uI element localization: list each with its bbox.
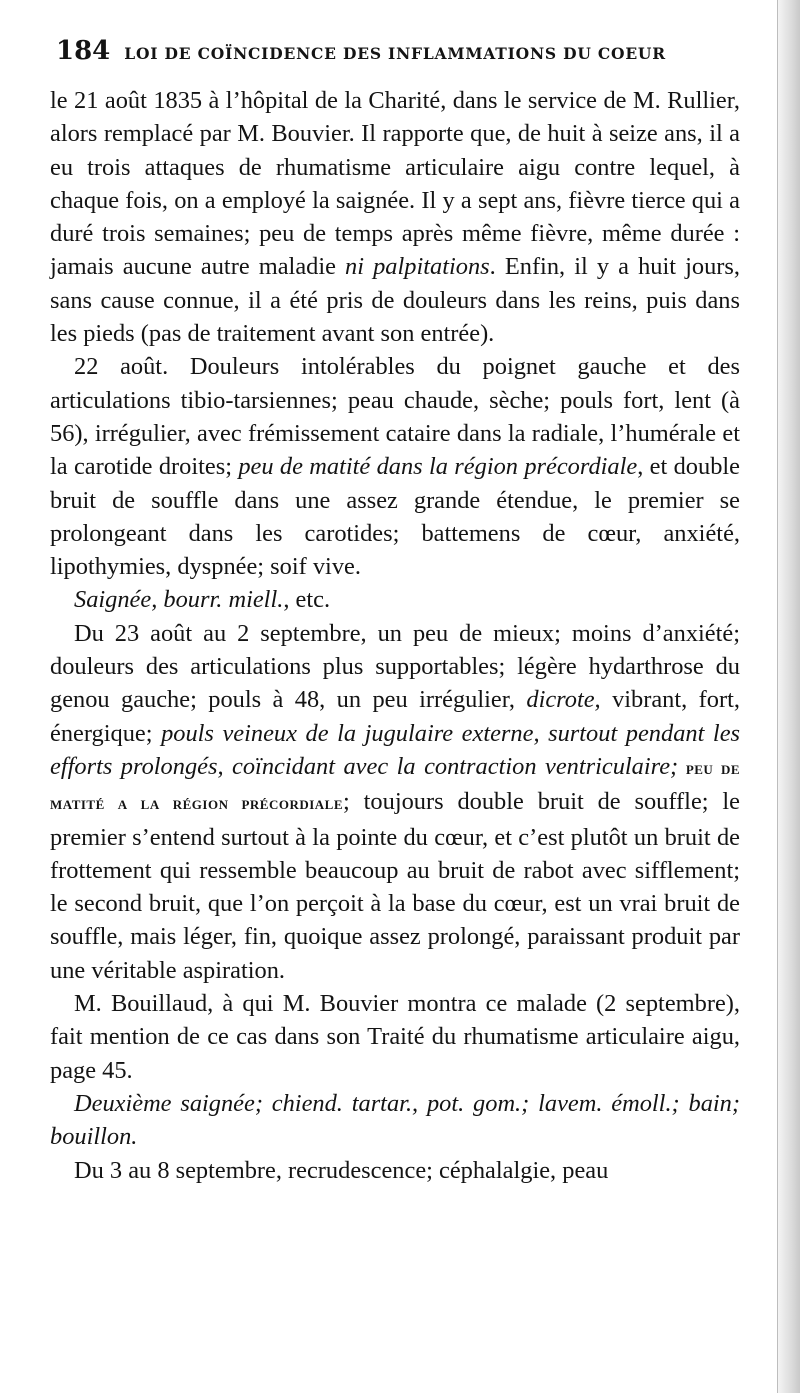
paragraph-2-italic: peu de matité dans la région précordiale	[238, 453, 638, 481]
paragraph-1-text-c: . Enfin, il y a huit jours, sans cause connue, il a été pris de douleurs dans les reins, puis dans les pieds (pas de traitement avant son entrée).	[50, 253, 740, 348]
paragraph-4-text-c: vibrant, fort, énergique;	[50, 686, 740, 747]
paragraph-4-text-f: ; toujours double bruit de souffle; le premier s’entend surtout à la pointe du cœur, et c’est plutôt un bruit de frottement qui ressemble beaucoup au bruit de rabot avec sifflement; le second bruit, que l’on perçoit à la base du cœur, est un vrai bruit de souffle, mais léger, fin, quoique assez prolongé, paraissant produit par une véritable aspiration.	[50, 788, 740, 984]
paragraph-1	[50, 84, 740, 350]
paragraph-4-italic-d: pouls veineux de la jugulaire externe, surtout pendant les efforts prolongés, coïncidant avec la contraction ventriculaire;	[50, 719, 741, 780]
paragraph-5: M. Bouillaud, à qui M. Bouvier montra ce malade (2 septembre), fait mention de ce cas dans son Traité du rhumatisme articulaire aigu, page 45.	[50, 990, 740, 1084]
page-edge	[778, 0, 800, 1393]
paragraph-7: Du 3 au 8 septembre, recrudescence; céphalalgie, peau	[74, 1156, 609, 1184]
paragraph-1-text-a: le 21 août 1835 à l’hôpital de la Charité, dans le service de M. Rullier, alors remplacé par M. Bouvier. Il rapporte que, de huit à seize ans, il a eu trois attaques de rhumatisme articulaire aigu contre lequel, à chaque fois, on a employé la saignée. Il y a sept ans, fièvre tierce qui a duré trois semaines; peu de temps après même fièvre, même durée : jamais aucune autre maladie	[50, 87, 740, 281]
paragraph-3-text: , etc.	[283, 586, 331, 614]
paragraph-4	[50, 617, 740, 987]
paragraph-4-text-a: Du 23 août au 2 septembre, un peu de mieux; moins d’anxiété; douleurs des articulations plus supportables; légère hydarthrose du genou gauche; pouls à 48, un peu irrégulier,	[50, 619, 740, 714]
paragraph-4-italic-b: dicrote,	[526, 686, 601, 714]
running-title: LOI DE COÏNCIDENCE DES INFLAMMATIONS DU COEUR	[124, 44, 666, 63]
page-header	[56, 36, 746, 66]
paragraph-2-text-a: 22 août. Douleurs intolérables du poignet gauche et des articulations tibio-tarsiennes; peau chaude, sèche; pouls fort, lent (à 56), irrégulier, avec frémissement cataire dans la radiale, l’humérale et la carotide droites;	[50, 353, 740, 481]
page-number: 184	[56, 36, 111, 66]
paragraph-2-text-c: , et double bruit de souffle dans une assez grande étendue, le premier se prolongeant dans les carotides; battemens de cœur, anxiété, lipothymies, dyspnée; soif vive.	[50, 453, 740, 581]
paragraph-2	[50, 350, 740, 583]
paragraph-6-italic: Deuxième saignée; chiend. tartar., pot. gom.; lavem. émoll.; bain; bouillon.	[50, 1089, 740, 1151]
paragraph-3	[50, 583, 740, 616]
paragraph-1-italic: ni palpitations	[345, 253, 490, 281]
paragraph-6	[50, 1087, 740, 1154]
paragraph-3-italic: Saignée, bourr. miell.	[74, 586, 284, 614]
page-body	[50, 84, 740, 1187]
paragraph-4-smallcaps: peu de matité a la région précordiale	[50, 757, 741, 815]
